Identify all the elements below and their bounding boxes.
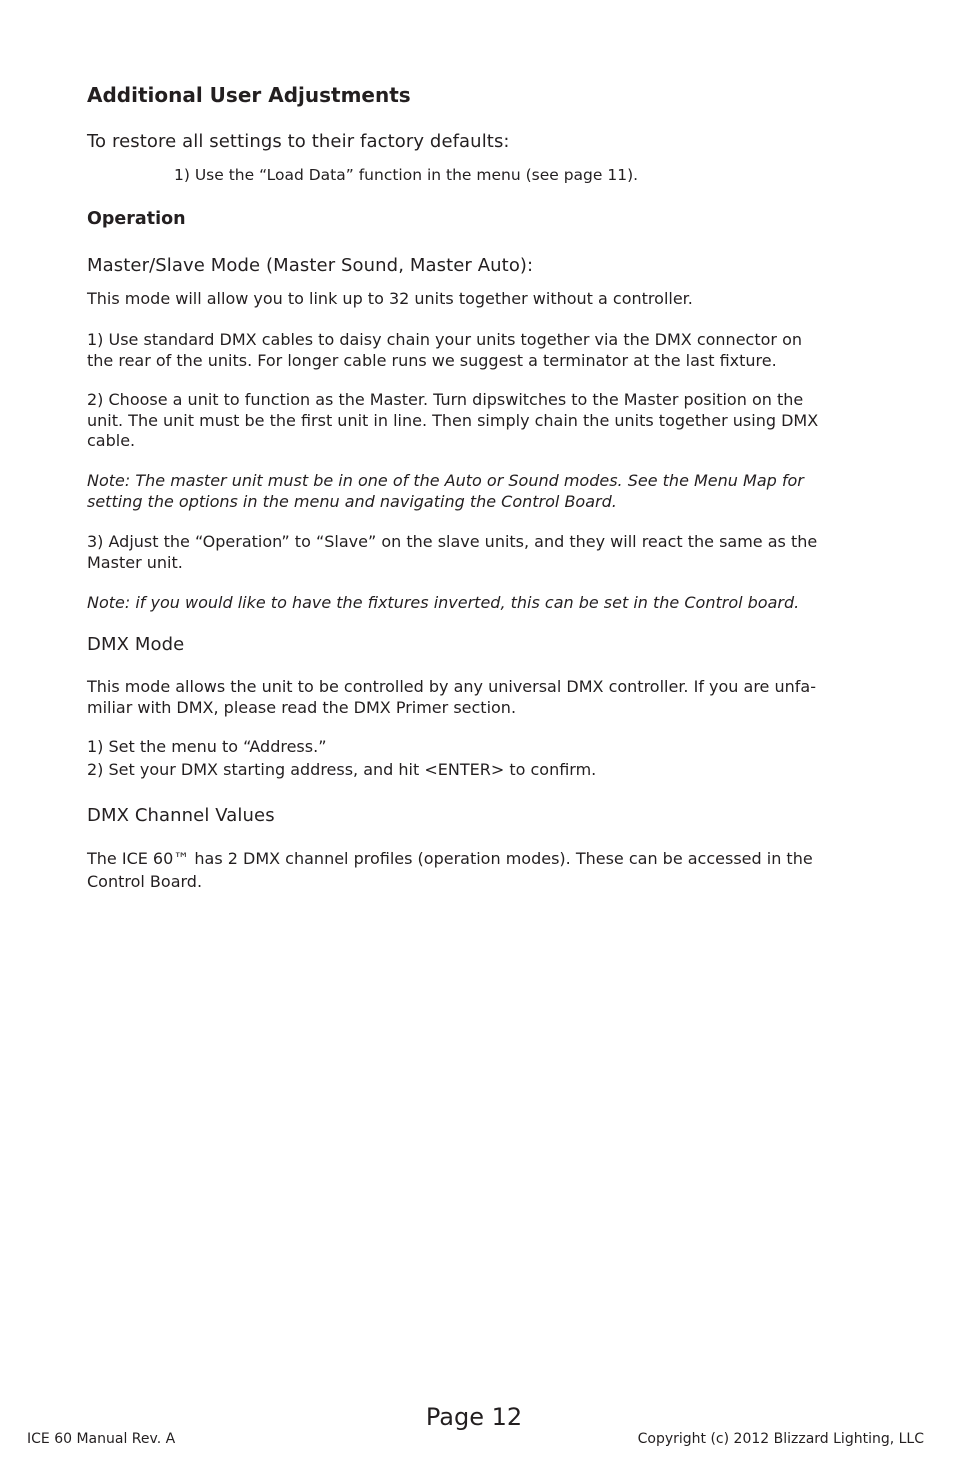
operation-heading: Operation: [87, 209, 186, 229]
master-slave-note-1: Note: The master unit must be in one of the Auto or Sound modes. See the Menu Map for setting the options in the menu and navigating the Control Board.: [87, 471, 804, 511]
restore-lead: To restore all settings to their factory defaults:: [87, 131, 510, 152]
dmx-mode-step-1: 1) Set the menu to “Address.”: [87, 737, 327, 756]
master-slave-title: Master/Slave Mode (Master Sound, Master Auto):: [87, 255, 534, 276]
master-slave-note-2: Note: if you would like to have the fixtures inverted, this can be set in the Control board.: [87, 593, 800, 612]
dmx-channel-values-text: The ICE 60™ has 2 DMX channel profiles (operation modes). These can be accessed in the Control Board.: [87, 849, 813, 891]
restore-step-1: 1) Use the “Load Data” function in the menu (see page 11).: [174, 166, 639, 184]
dmx-channel-values-title: DMX Channel Values: [87, 805, 275, 826]
footer-manual-revision: ICE 60 Manual Rev. A: [27, 1431, 176, 1447]
dmx-mode-title: DMX Mode: [87, 634, 185, 655]
dmx-mode-intro: This mode allows the unit to be controlled by any universal DMX controller. If you are unfa- miliar with DMX, please read the DMX Primer section.: [87, 677, 816, 717]
master-slave-step-2: 2) Choose a unit to function as the Master. Turn dipswitches to the Master position on the unit. The unit must be the first unit in line. Then simply chain the units together using DMX cable.: [87, 390, 819, 450]
footer-copyright: Copyright (c) 2012 Blizzard Lighting, LLC: [637, 1431, 924, 1447]
master-slave-step-1: 1) Use standard DMX cables to daisy chain your units together via the DMX connector on the rear of the units. For longer cable runs we suggest a terminator at the last fixture.: [87, 330, 802, 370]
page-number: Page 12: [425, 1403, 523, 1431]
section-heading: Additional User Adjustments: [87, 83, 411, 107]
master-slave-step-3: 3) Adjust the “Operation” to “Slave” on the slave units, and they will react the same as the Master unit.: [87, 532, 818, 572]
master-slave-intro: This mode will allow you to link up to 32 units together without a controller.: [87, 289, 693, 308]
dmx-mode-step-2: 2) Set your DMX starting address, and hit <ENTER> to confirm.: [87, 760, 597, 779]
